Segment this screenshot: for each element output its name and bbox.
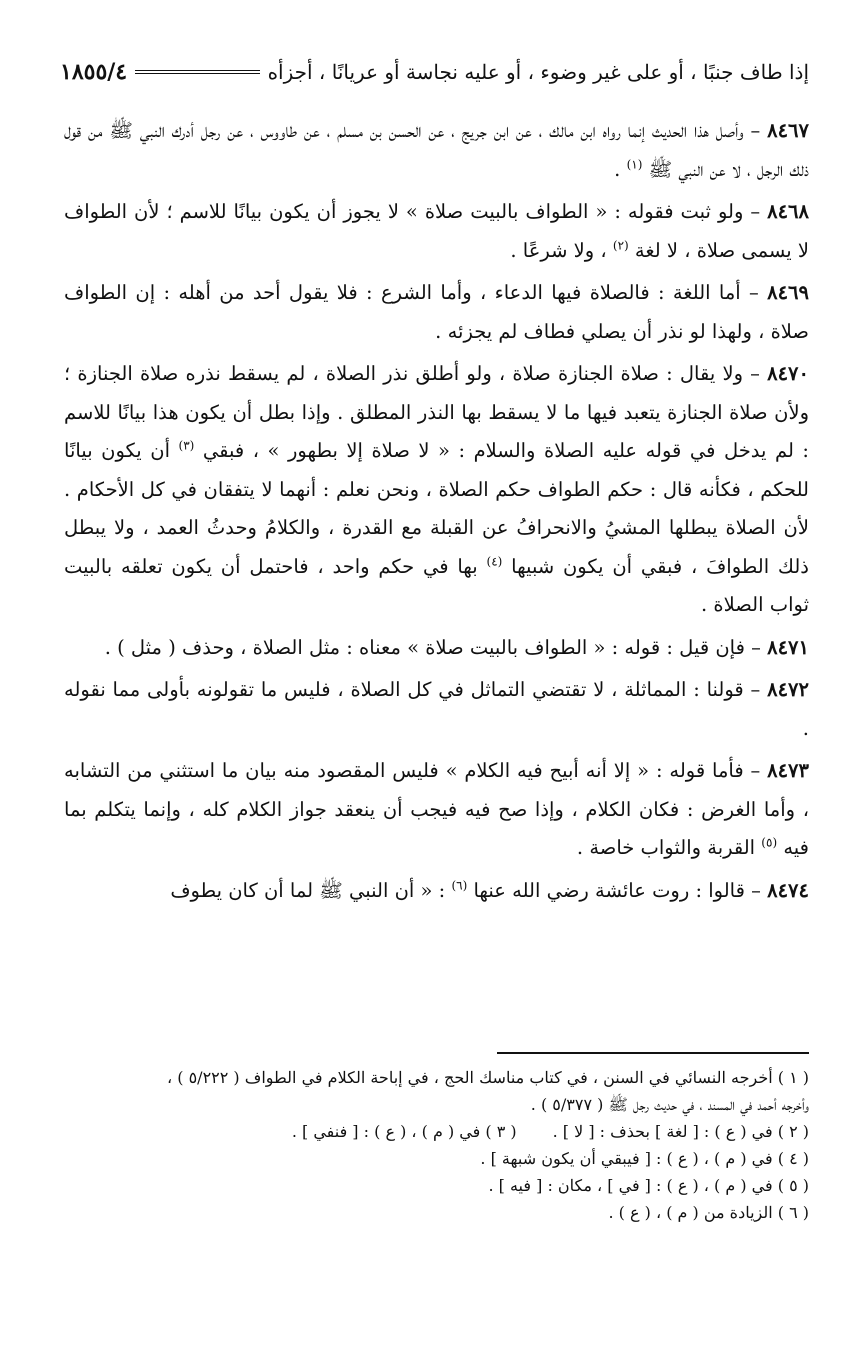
paragraph-8469 bbox=[64, 274, 809, 351]
footnote-5: ( ٥ ) في ( م ) ، ( ع ) : [ في ] ، مكان : [ فيه ] . bbox=[488, 1176, 809, 1195]
paragraph-text: – قالوا : روت عائشة رضي الله عنها bbox=[473, 878, 761, 902]
footnote-1-line-2: وأخرجه أحمد في المسند ، في حديث رجل ﷺ ( ٥/٣٧٧ ) . bbox=[530, 1095, 809, 1114]
footnote-2: ( ٢ ) في ( ع ) : [ لغة ] بحذف : [ لا ] . bbox=[552, 1122, 809, 1141]
paragraph-text: – فإن قيل : قوله : « الطواف بالبيت صلاة » معناه : مثل الصلاة ، وحذف ( مثل ) . bbox=[104, 635, 761, 659]
footnote-ref: (٤) bbox=[486, 554, 503, 568]
paragraph-text: – ولا يقال : صلاة الجنازة صلاة ، ولو أطلق نذر الصلاة ، لم يسقط نذره صلاة الجنازة ؛ ولأن صلاة الجنازة يتعبد فيها ما لا يسقط بها النذر المطلق . وإذا بطل أن يكون هذا بيانًا للاسم : لم يدخل في قوله عليه الصلاة والسلام : « لا صلاة إلا بطهور » ، فبقي bbox=[64, 362, 810, 462]
footnote-1-line-1: ( ١ ) أخرجه النسائي في السنن ، في كتاب مناسك الحج ، في إباحة الكلام في الطواف ( ٥/٢٢٢ ) ، bbox=[167, 1068, 809, 1087]
running-title: إذا طاف جنبًا ، أو على غير وضوء ، أو عليه نجاسة أو عريانًا ، أجزأه bbox=[267, 60, 809, 84]
page-header bbox=[60, 52, 809, 92]
paragraph-text: – وأصل هذا الحديث إنما رواه ابن مالك ، عن ابن جريج ، عن الحسن بن مسلم ، عن طاووس ، عن رجل أدرك النبي ﷺ من قول ذلك الرجل ، لا عن النبي ﷺ bbox=[64, 119, 809, 181]
paragraph-8471 bbox=[64, 629, 809, 668]
footnote-ref: (٥) bbox=[761, 835, 778, 850]
paragraph-tail: أن يكون بيانًا للحكم ، فكأنه قال : حكم الطواف حكم الصلاة ، ونحن نعلم : أنهما لا يتفقان في كل الأحكام . لأن الصلاة يبطلها المشيُ والانحرافُ عن القبلة مع القدرة ، والكلامُ وحدثُ العمد ، ولا يبطل ذلك الطوافَ ، فبقي أن يكون شبيها bbox=[64, 439, 809, 578]
paragraph-number: ٨٤٦٧ bbox=[767, 119, 810, 142]
paragraph-8467 bbox=[64, 112, 809, 189]
footnote-ref: (٦) bbox=[451, 878, 468, 892]
paragraph-tail: القربة والثواب خاصة . bbox=[576, 836, 762, 859]
main-text bbox=[64, 112, 809, 914]
paragraph-8468 bbox=[64, 193, 809, 270]
paragraph-number: ٨٤٦٩ bbox=[767, 281, 809, 304]
footnote-2-3-line bbox=[64, 1118, 809, 1145]
paragraph-tail: ، ولا شرعًا . bbox=[510, 238, 613, 262]
paragraph-8470 bbox=[64, 355, 809, 625]
paragraph-tail: . bbox=[614, 157, 627, 181]
footnote-4: ( ٤ ) في ( م ) ، ( ع ) : [ فيبقي أن يكون شبهة ] . bbox=[480, 1149, 809, 1168]
footnote-ref: (١) bbox=[626, 157, 643, 171]
footnote-ref: (٢) bbox=[612, 238, 629, 252]
paragraph-text: – فأما قوله : « إلا أنه أبيح فيه الكلام » فليس المقصود منه بيان ما استثني من التشابه ، وأما الغرض : فكان الكلام ، وإذا صح فيه فيجب أن ينعقد جواز الكلام كله ، وإنما يتكلم بما فيه bbox=[64, 759, 809, 859]
page-number: ١٨٥٥/٤ bbox=[60, 59, 128, 85]
paragraph-text: – أما اللغة : فالصلاة فيها الدعاء ، وأما الشرع : فلا يقول أحد من أهله : إن الطواف صلاة ، ولهذا لو نذر أن يصلي فطاف لم يجزئه . bbox=[64, 281, 809, 343]
paragraph-text: – ولو ثبت فقوله : « الطواف بالبيت صلاة » لا يجوز أن يكون بيانًا للاسم ؛ لأن الطواف لا يسمى صلاة ، لا لغة bbox=[64, 200, 809, 262]
paragraph-number: ٨٤٧٤ bbox=[767, 878, 809, 902]
footnote-6: ( ٦ ) الزيادة من ( م ) ، ( ع ) . bbox=[608, 1203, 809, 1222]
paragraph-number: ٨٤٧١ bbox=[767, 635, 809, 659]
paragraph-8472 bbox=[64, 671, 809, 748]
footnotes bbox=[64, 1064, 809, 1226]
footnote-ref: (٣) bbox=[178, 438, 195, 453]
paragraph-tail: : « أن النبي ﷺ لما أن كان يطوف bbox=[170, 878, 452, 902]
footnote-3: ( ٣ ) في ( م ) ، ( ع ) : [ فنفي ] . bbox=[291, 1122, 517, 1141]
paragraph-text: – قولنا : المماثلة ، لا تقتضي التماثل في كل الصلاة ، فليس ما تقولونه بأولى مما نقوله . bbox=[64, 678, 809, 740]
footnote-divider bbox=[497, 1052, 809, 1054]
paragraph-number: ٨٤٧٣ bbox=[767, 759, 809, 782]
paragraph-number: ٨٤٧٢ bbox=[767, 678, 810, 701]
paragraph-number: ٨٤٦٨ bbox=[767, 200, 810, 223]
paragraph-number: ٨٤٧٠ bbox=[767, 362, 810, 385]
paragraph-8473 bbox=[64, 752, 809, 868]
header-rule bbox=[135, 70, 259, 74]
paragraph-8474 bbox=[64, 872, 809, 911]
paragraph-tail: بها في حكم واحد ، فاحتمل أن يكون تعلقه بالبيت ثواب الصلاة . bbox=[64, 554, 809, 616]
